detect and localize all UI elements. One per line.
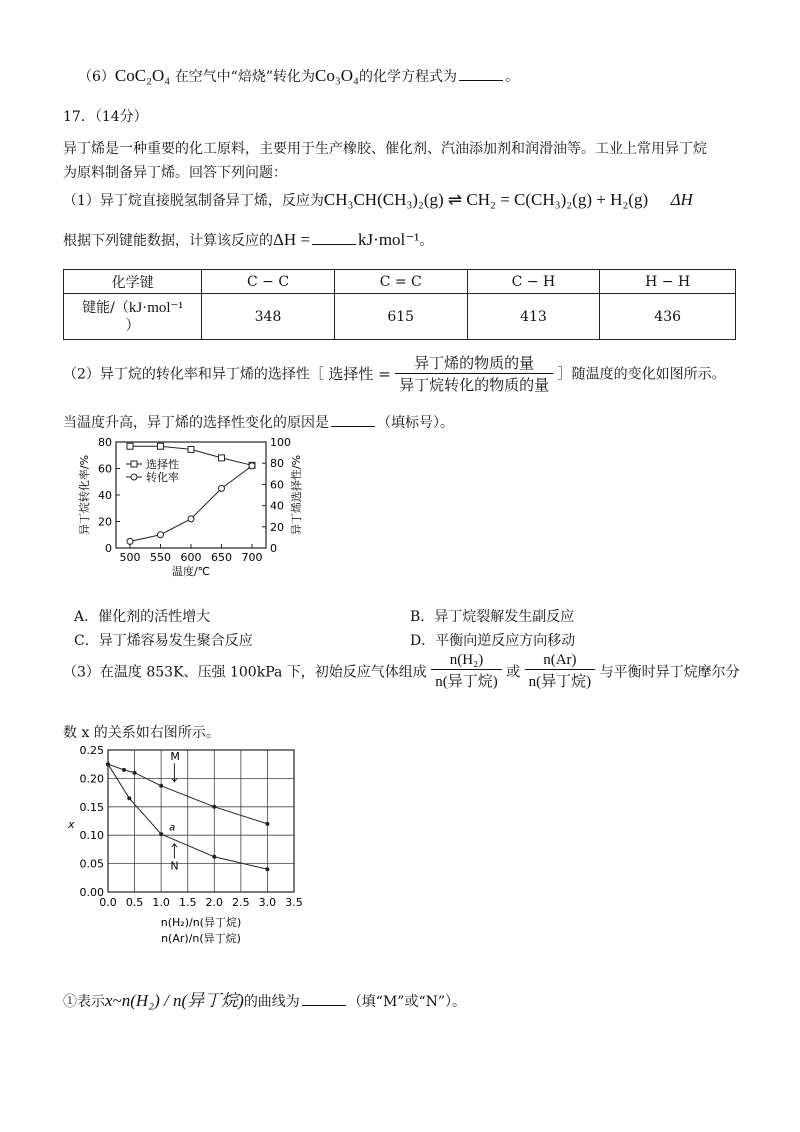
point-square [219,455,225,461]
part1-unit: kJ·mol⁻¹ [358,230,420,249]
point-circle [188,516,194,522]
y-tick-label: 0.05 [79,857,104,871]
x-tick-label: 3.0 [258,896,277,909]
part1-line2-dh: ΔH = [273,230,311,249]
q17-header: 17．（14分） [63,109,148,125]
q6-answer-blank[interactable] [459,68,503,81]
q17-intro-line1: 异丁烯是一种重要的化工原料，主要用于生产橡胶、催化剂、汽油添加剂和润滑油等。工业上常用异丁烷 [63,141,707,157]
sub1-answer-blank[interactable] [302,993,346,1006]
q17-part3-sub1 [63,986,466,1011]
left-tick-label: 60 [98,462,112,476]
q6-end: 。 [505,69,519,85]
x-tick-label: 1.5 [178,896,197,909]
selectivity-numerator: 异丁烯的物质的量 [395,352,553,374]
part1-text: （1）异丁烷直接脱氢制备异丁烯，反应为 [63,193,324,209]
x-tick-label: 3.5 [285,896,303,909]
right-tick-label: 40 [270,499,284,513]
right-tick-label: 60 [270,478,284,492]
data-point [127,796,131,800]
table-row [64,294,736,340]
part2-line2-end: （填标号）。 [377,415,454,431]
right-tick-label: 100 [270,436,291,449]
x-tick-label: 2.5 [232,896,250,909]
plot-frame [116,442,266,548]
sub1-text-b: 的曲线为 [243,994,300,1010]
part2-answer-blank[interactable] [331,414,375,427]
part3-or: 或 [506,664,521,681]
left-axis-label: 异丁烷转化率/% [78,454,91,536]
part1-equation: CH₃CH(CH₃)₂(g) ⇌ CH₂ = C(CH₃)₂(g) + H₂(g) [323,190,649,209]
table-header-cell: C − H [467,270,600,294]
y-tick-label: 0.00 [79,886,104,899]
q17-part1-line2 [63,230,433,250]
point-square [127,443,133,449]
table-header-row [64,270,736,294]
part1-line2-end: 。 [419,233,434,249]
x-tick-label: 500 [119,551,141,564]
point-square [158,443,164,449]
data-point [265,822,269,826]
left-tick-label: 0 [105,542,112,555]
x-tick-label: 1.0 [152,896,170,909]
point-circle [249,463,255,469]
table-cell: 436 [600,294,736,340]
part3-text-b: 与平衡时异丁烷摩尔分 [599,664,740,681]
part1-delta-h: ΔH [670,190,693,209]
table-cell: 348 [202,294,335,340]
q6-formula-cobalt-oxalate: CoC₂O₄ [114,66,171,85]
table-cell: 615 [334,294,467,340]
x-tick-label: 2.0 [205,896,224,909]
sub1-formula: x~n(H₂) / n(异丁烷) [105,991,244,1010]
data-point [265,867,269,871]
sub1-text-c: （填“M”或“N”）。 [347,994,467,1010]
legend-square [131,461,137,467]
data-point [212,855,216,859]
q17-intro-line2: 为原料制备异丁烯。回答下列问题： [63,165,287,181]
x-tick-label: 600 [180,551,202,564]
point-circle [219,485,225,491]
y-axis-label: x [68,817,75,831]
left-tick-label: 20 [98,515,112,529]
option-c[interactable]: C．异丁烯容易发生聚合反应 [74,633,253,649]
y-tick-label: 0.15 [79,800,104,814]
selectivity-label: 选择性 = [328,365,391,383]
ratio-ar-numerator: n(Ar) [525,652,596,670]
y-tick-label: 0.20 [79,772,104,786]
conversion-selectivity-chart [74,432,309,577]
selectivity-fraction [395,352,553,395]
point-square [188,446,194,452]
x-axis-label-line1: n(H₂)/n(异丁烷) [160,916,242,929]
ratio-h2-fraction [431,652,502,691]
x-tick-label: 0.0 [99,896,117,909]
point-circle [127,538,133,544]
option-d[interactable]: D．平衡向逆反应方向移动 [410,633,576,649]
point-circle [158,532,164,538]
x-tick-label: 650 [211,551,232,564]
table-header-cell: C = C [334,270,467,294]
q17-part3-line2: 数 x 的关系如右图所示。 [63,725,220,741]
q17-part2-line2 [63,412,454,432]
part1-answer-blank[interactable] [312,232,356,245]
bond-energy-table [63,269,736,340]
legend-label: 转化率 [146,471,179,484]
x-axis-label: 温度/℃ [171,565,211,577]
data-point [106,762,110,766]
table-row-label [64,294,202,340]
q6-line [78,66,519,86]
q6-text: 在空气中“焙烧”转化为 [174,69,316,85]
row-label-text: 键能/（ [82,299,129,316]
sub1-text-a: ①表示 [63,994,105,1010]
data-point [212,805,216,809]
part3-text-a: （3）在温度 853K、压强 100kPa 下，初始反应气体组成 [63,664,427,681]
part2-text-b: ］随温度的变化如图所示。 [557,366,726,383]
row-label-unit: kJ·mol⁻¹ [128,299,183,316]
x-axis-label-line2: n(Ar)/n(异丁烷) [161,932,241,945]
x-tick-label: 550 [150,551,171,564]
data-point [133,771,137,775]
q17-part2-line [63,352,726,395]
data-point [159,832,163,836]
mole-fraction-chart [62,742,307,964]
y-tick-label: 0.10 [79,829,104,843]
x-tick-label: 700 [241,551,263,564]
table-header-cell: 化学键 [64,270,202,294]
q17-part3-line [63,652,740,691]
q6-number: （6） [78,69,115,85]
table-header-cell: H − H [600,270,736,294]
right-tick-label: 20 [270,520,284,534]
annotation-label-n: N [170,859,179,873]
part2-line2-text: 当温度升高，异丁烯的选择性变化的原因是 [63,415,329,431]
data-point [159,784,163,788]
legend-circle [131,474,137,480]
ratio-ar-denominator: n(异丁烷) [528,674,592,690]
q17-part1-line [63,190,693,210]
ratio-h2-denominator: n(异丁烷) [435,674,498,690]
y-tick-label: 0.25 [79,744,104,757]
annotation-point-a: a [169,822,176,834]
annotation-label-m: M [170,750,180,764]
x-tick-label: 0.5 [125,896,144,909]
right-tick-label: 0 [270,542,277,555]
part2-text-a: （2）异丁烷的转化率和异丁烯的选择性［ [63,366,324,383]
data-point [122,768,126,772]
selectivity-denominator: 异丁烷转化的物质的量 [399,376,550,394]
left-tick-label: 80 [98,436,112,449]
row-label-close: ） [125,317,140,334]
ratio-ar-fraction [525,652,596,691]
option-b[interactable]: B．异丁烷裂解发生副反应 [410,609,575,625]
right-axis-label: 异丁烯选择性/% [290,454,303,536]
option-a[interactable]: A．催化剂的活性增大 [74,609,211,625]
ratio-h2-numerator: n(H₂) [431,652,502,670]
q6-text-b: 的化学方程式为 [359,69,457,85]
q6-formula-co3o4: Co₃O₄ [315,66,359,85]
left-tick-label: 40 [98,489,112,502]
part1-line2-text: 根据下列键能数据，计算该反应的 [63,233,273,249]
table-cell: 413 [467,294,600,340]
legend-label: 选择性 [146,458,179,471]
table-header-cell: C − C [202,270,335,294]
right-tick-label: 80 [270,457,284,471]
